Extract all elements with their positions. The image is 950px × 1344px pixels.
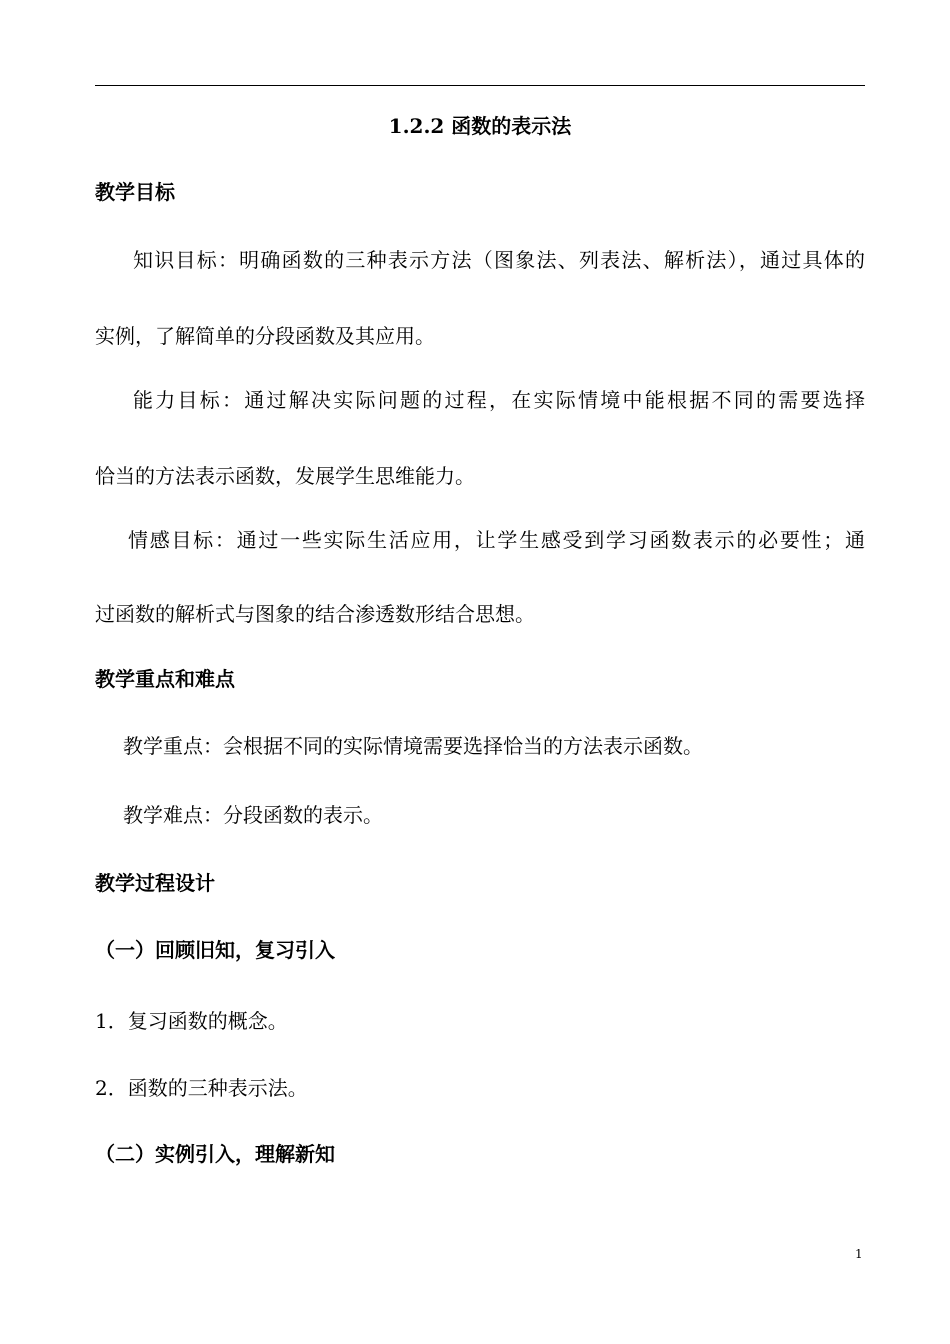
list-item-2: 2．函数的三种表示法。 [95, 1076, 308, 1100]
page-number: 1 [855, 1247, 863, 1261]
heading-objectives: 教学目标 [95, 180, 175, 204]
knowledge-objective-line2: 实例，了解简单的分段函数及其应用。 [95, 324, 435, 348]
header-rule [95, 85, 865, 86]
emotion-objective-line2: 过函数的解析式与图象的结合渗透数形结合思想。 [95, 602, 535, 626]
heading-part1: （一）回顾旧知，复习引入 [95, 938, 335, 962]
heading-process: 教学过程设计 [95, 871, 215, 895]
ability-objective-line1: 能力目标：通过解决实际问题的过程，在实际情境中能根据不同的需要选择 [133, 388, 865, 412]
emotion-objective-line1: 情感目标：通过一些实际生活应用，让学生感受到学习函数表示的必要性；通 [128, 528, 865, 552]
list-item-1: 1．复习函数的概念。 [95, 1009, 288, 1033]
teaching-focus: 教学重点：会根据不同的实际情境需要选择恰当的方法表示函数。 [123, 734, 703, 758]
teaching-difficulty: 教学难点：分段函数的表示。 [123, 803, 383, 827]
heading-part2: （二）实例引入，理解新知 [95, 1142, 335, 1166]
ability-objective-line2: 恰当的方法表示函数，发展学生思维能力。 [95, 464, 475, 488]
knowledge-objective-line1: 知识目标：明确函数的三种表示方法（图象法、列表法、解析法），通过具体的 [133, 248, 865, 272]
heading-key-points: 教学重点和难点 [95, 667, 235, 691]
document-title: 1.2.2 函数的表示法 [388, 114, 572, 138]
